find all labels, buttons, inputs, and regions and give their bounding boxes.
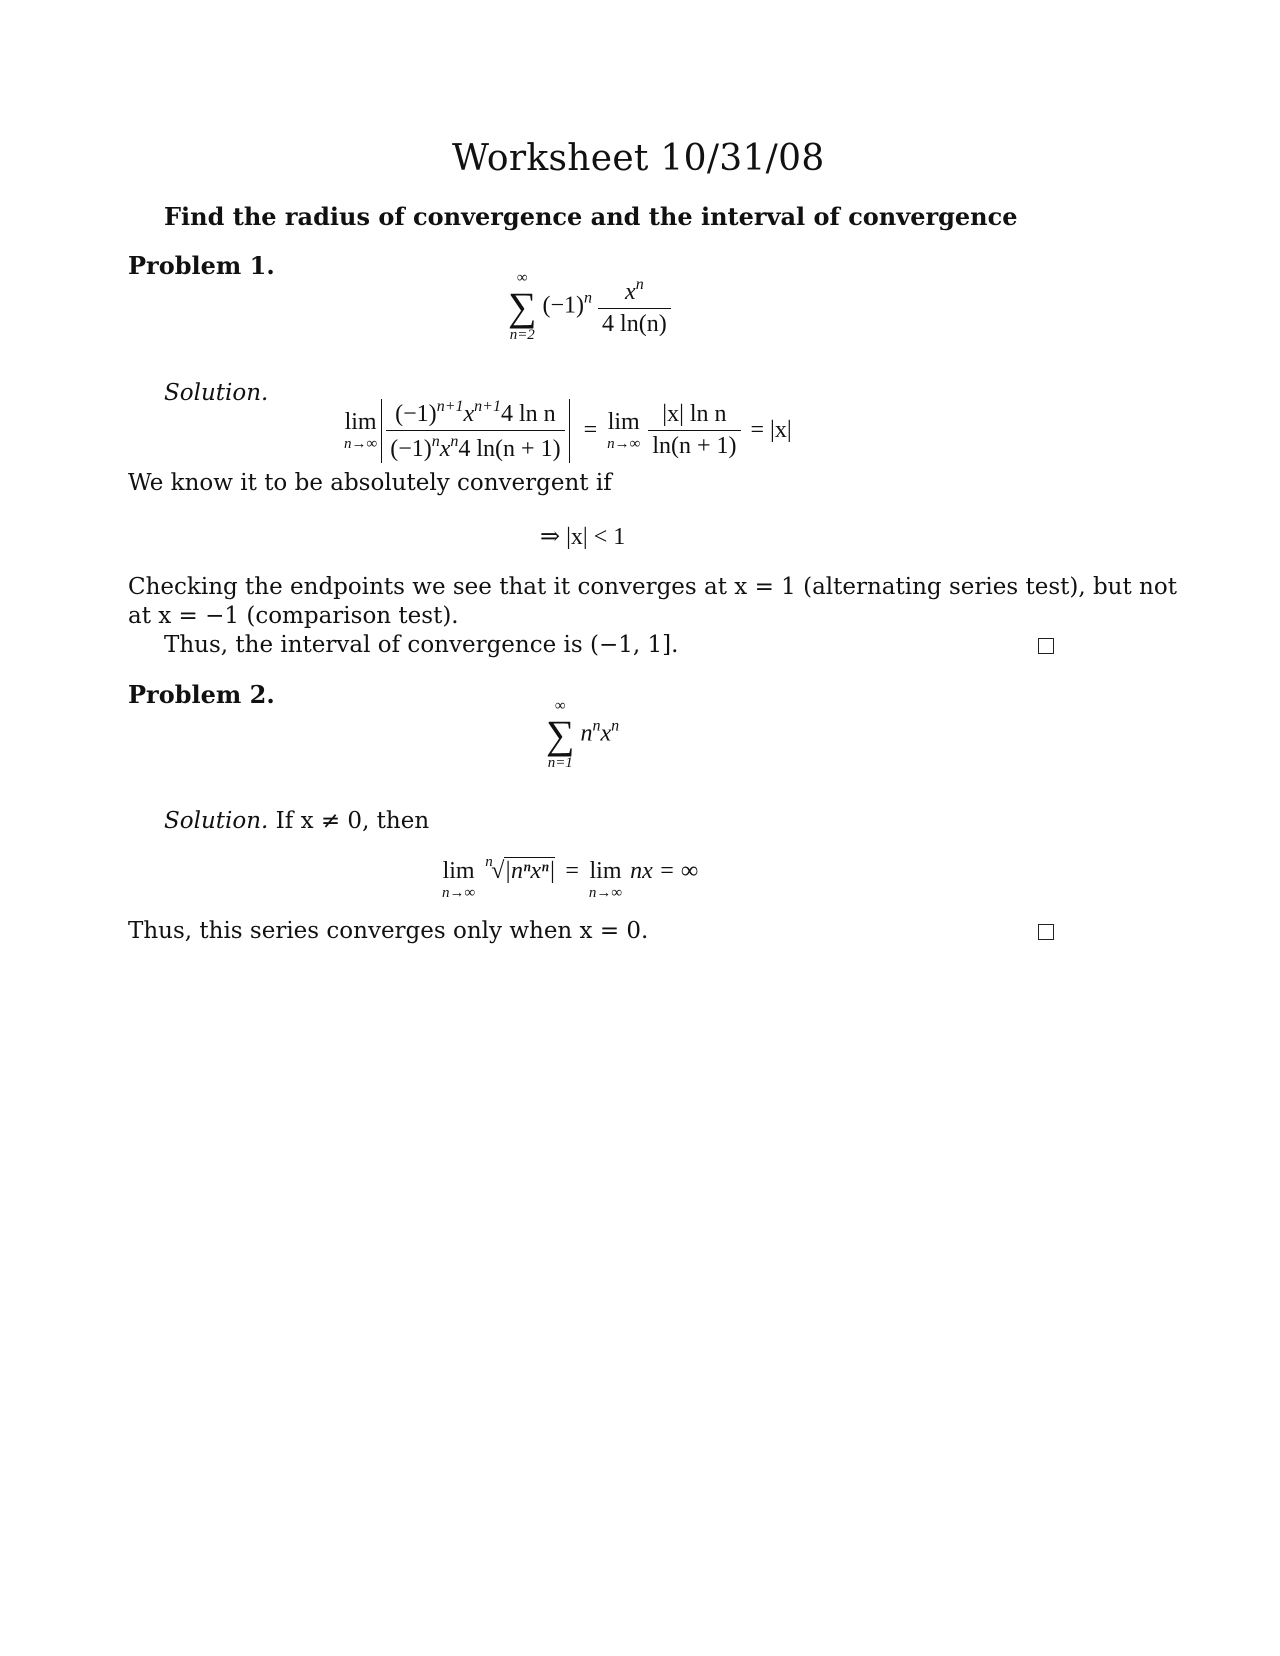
qed-square-icon — [1038, 638, 1054, 654]
problem-2-series — [546, 698, 619, 772]
problem-2-conclusion: Thus, this series converges only when x = 0. — [128, 918, 649, 944]
sum-upper-2: ∞ — [554, 698, 566, 714]
sum-upper: ∞ — [516, 270, 528, 286]
sum-symbol-2: ∑ — [546, 712, 575, 757]
sum-lower-2: n=1 — [547, 755, 573, 771]
den-log: 4 ln(n + 1) — [458, 436, 561, 462]
qed-square-icon-2 — [1038, 924, 1054, 940]
lim-operator-3: lim — [442, 858, 475, 884]
num-sign-exp: n+1 — [436, 398, 464, 415]
lim-subscript-4: n→∞ — [588, 885, 623, 901]
problem-1-series — [508, 270, 671, 344]
num-x-exp: n+1 — [474, 398, 501, 415]
limit-result: = |x| — [750, 417, 792, 443]
den-sign: (−1) — [390, 436, 432, 462]
absolute-convergence-text: We know it to be absolutely convergent if — [128, 470, 612, 496]
term-n-exp: n — [592, 717, 601, 735]
den-sign-exp: n — [431, 433, 440, 450]
term-n: n — [580, 720, 593, 747]
simplified-numerator: |x| ln n — [662, 401, 727, 427]
sum-symbol: ∑ — [508, 284, 537, 329]
simplified-denominator: ln(n + 1) — [648, 430, 740, 460]
numerator-exp: n — [635, 276, 644, 293]
sign-factor: (−1) — [542, 292, 585, 319]
lim-subscript-2: n→∞ — [607, 435, 641, 452]
solution-2-text: If x ≠ 0, then — [275, 808, 430, 834]
den-x: x — [439, 436, 451, 462]
page-title: Worksheet 10/31/08 — [452, 138, 825, 179]
interval-conclusion: Thus, the interval of convergence is (−1, 1]. — [164, 632, 679, 658]
term-x-exp: n — [611, 717, 620, 735]
solution-2-label: Solution. — [164, 808, 269, 834]
lim-operator-2: lim — [607, 408, 640, 435]
num-log: 4 ln n — [500, 401, 556, 427]
sign-factor-exp: n — [584, 289, 593, 307]
root-test-result: nx = ∞ — [630, 858, 699, 884]
term-x: x — [600, 720, 612, 747]
num-x: x — [463, 401, 475, 427]
problem-1-heading: Problem 1. — [128, 251, 275, 280]
solution-2-line — [164, 808, 429, 834]
fraction-numerator: x — [625, 279, 636, 305]
equals-sign-2: = — [565, 858, 579, 884]
radicand: |nⁿxⁿ| — [504, 858, 556, 884]
den-x-exp: n — [450, 433, 459, 450]
lim-subscript: n→∞ — [344, 435, 378, 452]
sum-lower: n=2 — [509, 327, 535, 343]
root-test-equation: lim n→∞ n √|nⁿxⁿ| = lim n→∞ nx = ∞ — [442, 854, 699, 901]
solution-1-label: Solution. — [164, 380, 269, 406]
lim-operator: lim — [344, 408, 377, 435]
equals-sign: = — [583, 417, 598, 443]
implies-condition: ⇒ |x| < 1 — [540, 524, 626, 550]
endpoints-line-1: Checking the endpoints we see that it converges at x = 1 (alternating series test), but not — [128, 574, 1177, 600]
instruction-heading: Find the radius of convergence and the interval of convergence — [164, 202, 1018, 231]
num-sign: (−1) — [395, 401, 437, 427]
problem-2-heading: Problem 2. — [128, 680, 275, 709]
lim-operator-4: lim — [589, 858, 622, 884]
ratio-test-equation — [344, 398, 792, 463]
root-index: n — [485, 854, 493, 870]
lim-subscript-3: n→∞ — [442, 885, 476, 901]
fraction-denominator: 4 ln(n) — [598, 308, 671, 338]
endpoints-line-2: at x = −1 (comparison test). — [128, 603, 459, 629]
